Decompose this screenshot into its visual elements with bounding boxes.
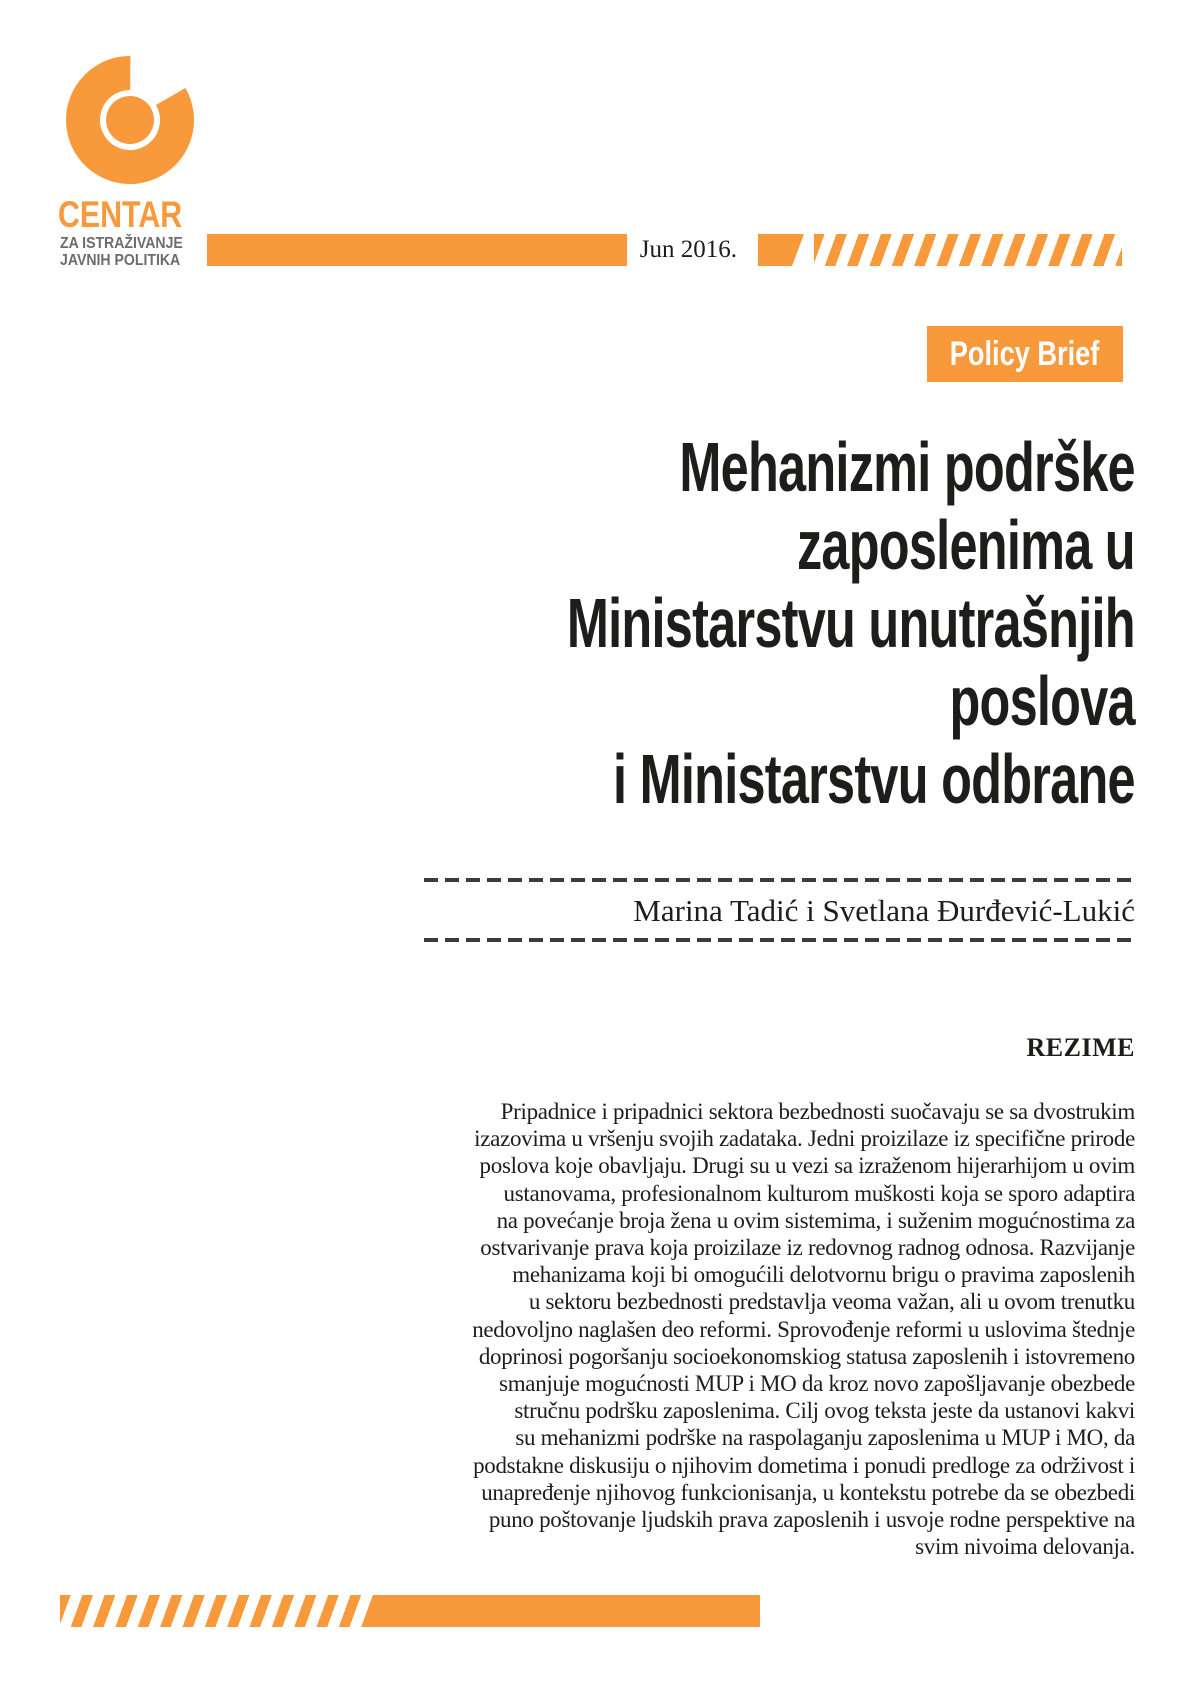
summary-line: podstakne diskusiju o njihovim dometima i ponudi predloge za održivost i (473, 1452, 1135, 1478)
title-line: Mehanizmi podrške (679, 428, 1135, 506)
summary-line: doprinosi pogoršanju socioekonomskiog statusa zaposlenih i istovremeno (478, 1343, 1135, 1369)
summary-line: nedovoljno naglašen deo reformi. Sprovođenje reformi u uslovima štednje (472, 1316, 1135, 1342)
authors-line: Marina Tadić i Svetlana Đurđević-Lukić (633, 893, 1135, 928)
document-title (346, 428, 1135, 818)
policy-brief-badge (927, 326, 1123, 382)
issue-date: Jun 2016. (639, 236, 737, 263)
bottom-diagonal-stripes (60, 1595, 382, 1627)
title-line: Ministarstvu unutrašnjih (567, 584, 1135, 662)
summary-line: unapređenje njihovog funkcionisanja, u kontekstu potrebe da se obezbedi (481, 1479, 1135, 1505)
logo-subtitle-line1: ZA ISTRAŽIVANJE (60, 235, 183, 252)
diagonal-stripes (814, 234, 1122, 266)
title-line: i Ministarstvu odbrane (613, 740, 1135, 818)
summary-paragraph (472, 1098, 1135, 1560)
centar-logo-icon (66, 56, 194, 184)
policy-brief-badge-label: Policy Brief (950, 334, 1100, 373)
logo-subtitle-line2: JAVNIH POLITIKA (60, 252, 181, 269)
logo-brand-text: CENTAR (58, 194, 183, 235)
summary-line: ostvarivanje prava koja proizilaze iz redovnog radnog odnosa. Razvijanje (480, 1235, 1135, 1261)
stripe-lead-block (758, 234, 804, 266)
summary-line: ustanovama, profesionalnom kulturom muškosti koja se sporo adaptira (503, 1180, 1135, 1206)
summary-line: mehanizama koji bi omogućili delotvornu brigu o pravima zaposlenih (512, 1262, 1135, 1288)
summary-line: Pripadnice i pripadnici sektora bezbednosti suočavaju se sa dvostrukim (500, 1099, 1135, 1124)
summary-line: na povećanje broja žena u ovim sistemima, i suženim mogućnostima za (496, 1207, 1135, 1233)
dashed-rule-top (424, 878, 1137, 882)
bottom-orange-bar (370, 1595, 760, 1627)
title-line: poslova (949, 662, 1135, 740)
summary-line: poslova koje obavljaju. Drugi su u vezi sa izraženom hijerarhijom u ovim (479, 1153, 1135, 1179)
summary-line: su mehanizmi podrške na raspolaganju zaposlenima u MUP i MO, da (515, 1425, 1135, 1451)
summary-line: svim nivoima delovanja. (915, 1534, 1135, 1560)
top-orange-bar (207, 234, 627, 266)
top-stripe-group (758, 234, 1122, 266)
summary-heading: REZIME (1026, 1033, 1135, 1062)
summary-line: u sektoru bezbednosti predstavlja veoma važan, ali u ovom trenutku (528, 1289, 1135, 1315)
summary-line: puno poštovanje ljudskih prava zaposlenih i usvoje rodne perspektive na (488, 1507, 1135, 1533)
dashed-rule-bottom (424, 938, 1137, 942)
summary-line: izazovima u vršenju svojih zadataka. Jedni proizilaze iz specifične prirode (474, 1126, 1135, 1152)
title-line: zaposlenima u (797, 506, 1135, 584)
summary-line: stručnu podršku zaposlenima. Cilj ovog teksta jeste da ustanovi kakvi (514, 1398, 1135, 1424)
summary-line: smanjuje mogućnosti MUP i MO da kroz novo zapošljavanje obezbede (499, 1371, 1135, 1397)
